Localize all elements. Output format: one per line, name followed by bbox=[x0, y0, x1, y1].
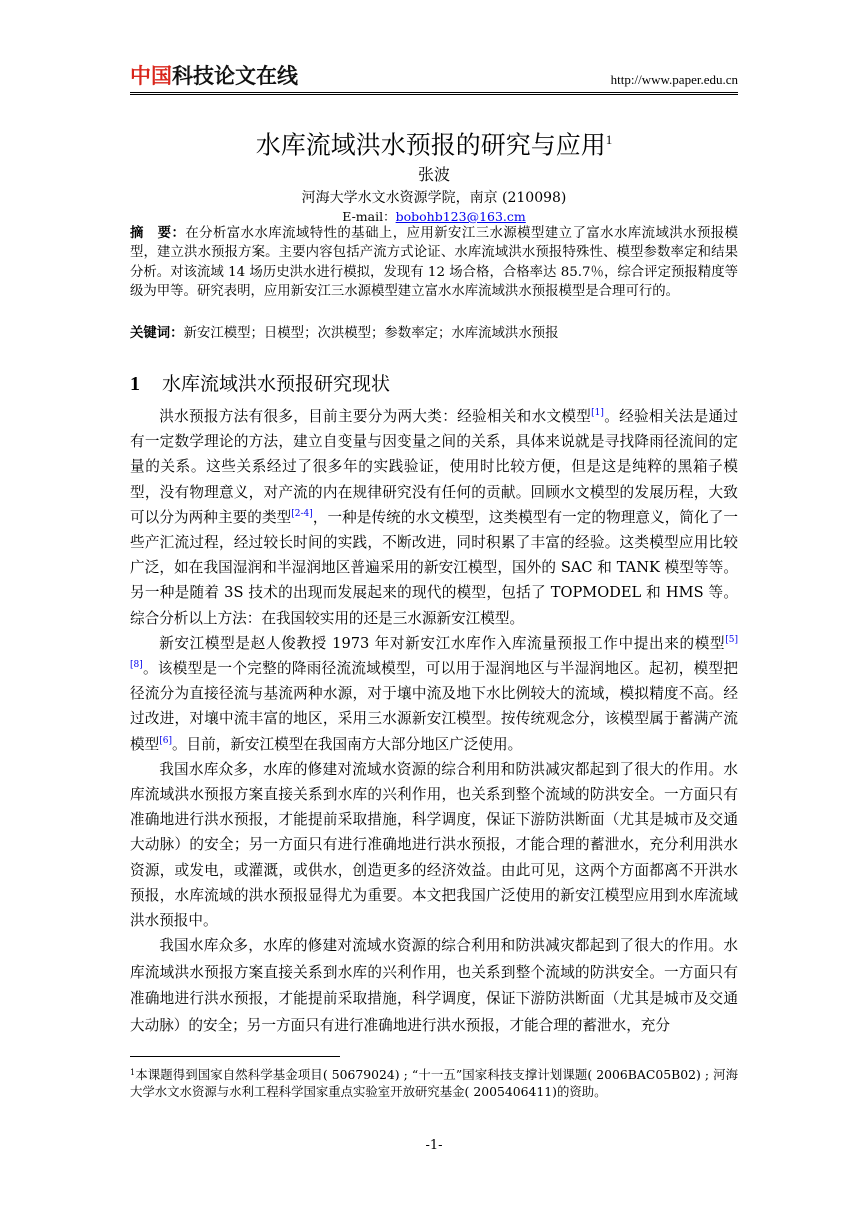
email-link[interactable]: bobohb123@163.cm bbox=[395, 209, 526, 224]
header-rule-secondary bbox=[130, 94, 738, 95]
citation-link[interactable]: [2-4] bbox=[291, 508, 313, 519]
keywords bbox=[130, 324, 738, 343]
title-text: 水库流域洪水预报的研究与应用 bbox=[255, 130, 606, 160]
paper-title bbox=[0, 122, 868, 163]
footnote-mark: 1 bbox=[130, 1068, 136, 1077]
body-text bbox=[130, 404, 738, 1040]
paragraph bbox=[130, 404, 738, 631]
header-url[interactable]: http://www.paper.edu.cn bbox=[610, 72, 738, 87]
paragraph-text: 。该模型是一个完整的降雨径流流域模型，可以用于湿润地区与半湿润地区。起初，模型把径流分为直接径流与基流两种水源，对于壤中流及地下水比例较大的流域，模拟精度不高。经过改进，对壤中流丰富的地区，采用三水源新安江模型。按传统观念分，该模型属于蓄满产流模型 bbox=[130, 660, 738, 753]
footnote-text: 本课题得到国家自然科学基金项目( 50679024) ; “十一五”国家科技支撑计划课题( 2006BAC05B02) ; 河海大学水文水资源与水利工程科学国家重点实验室开放研究基金( 2005406411)的资助。 bbox=[130, 1067, 738, 1099]
paragraph-text: ，一种是传统的水文模型，这类模型有一定的物理意义，简化了一些产汇流过程，经过较长时间的实践，不断改进，同时积累了丰富的经验。这类模型应用比较广泛，如在我国湿润和半湿润地区普遍采用的新安江模型，国外的 SAC 和 TANK 模型等等。另一种是随着 3S 技术的出现而发展起来的现代的模型，包括了 TOPMODEL 和 HMS 等。综合分析以上方法：在我国较实用的还是三水源新安江模型。 bbox=[130, 508, 738, 627]
paragraph: 我国水库众多，水库的修建对流域水资源的综合利用和防洪减灾都起到了很大的作用。水库流域洪水预报方案直接关系到水库的兴利作用，也关系到整个流域的防洪安全。一方面只有准确地进行洪水预报，才能提前采取措施，科学调度，保证下游防洪断面（尤其是城市及交通大动脉）的安全；另一方面只有进行准确地进行洪水预报，才能合理的蓄泄水，充分利用洪水资源，或发电，或灌溉，或供水，创造更多的经济效益。由此可见，这两个方面都离不开洪水预报，水库流域的洪水预报显得尤为重要。本文把我国广泛使用的新安江模型应用到水库流域洪水预报中。 bbox=[130, 760, 738, 930]
page-header bbox=[130, 62, 738, 92]
paragraph bbox=[130, 631, 738, 757]
citation-link[interactable]: [5][8] bbox=[130, 634, 738, 671]
footnote bbox=[130, 1066, 738, 1100]
logo-black-text: 科技论文在线 bbox=[172, 64, 298, 88]
author-affiliation: 河海大学水文水资源学院，南京 (210098) bbox=[301, 190, 567, 206]
section-heading bbox=[130, 370, 738, 398]
abstract-text: 在分析富水水库流域特性的基础上，应用新安江三水源模型建立了富水水库流域洪水预报模型，建立洪水预报方案。主要内容包括产流方式论证、水库流域洪水预报特殊性、模型参数率定和结果分析。对该流域 14 场历史洪水进行模拟，发现有 12 场合格，合格率达 85.7％，综合评定预报精度等级为甲等。研究表明，应用新安江三水源模型建立富水水库流域洪水预报模型是合理可行的。 bbox=[130, 226, 738, 300]
email-label: E-mail： bbox=[342, 209, 396, 224]
citation-link[interactable]: [1] bbox=[591, 408, 604, 418]
section-title: 水库流域洪水预报研究现状 bbox=[162, 373, 391, 395]
header-rule bbox=[130, 92, 738, 93]
abstract bbox=[130, 224, 738, 302]
abstract-label: 摘 要： bbox=[130, 226, 186, 241]
logo-red-text: 中国 bbox=[130, 64, 172, 88]
journal-logo bbox=[130, 62, 298, 90]
citation-link[interactable]: [6] bbox=[159, 735, 172, 746]
keywords-text: 新安江模型；日模型；次洪模型；参数率定；水库流域洪水预报 bbox=[183, 326, 559, 341]
section-number: 1 bbox=[130, 373, 140, 395]
keywords-label: 关键词： bbox=[130, 326, 184, 341]
author-name: 张波 bbox=[417, 165, 450, 184]
paragraph-text: 洪水预报方法有很多，目前主要分为两大类：经验相关和水文模型 bbox=[159, 408, 592, 425]
footnote-rule bbox=[130, 1056, 340, 1057]
paragraph-text: 。目前，新安江模型在我国南方大部分地区广泛使用。 bbox=[171, 735, 523, 753]
paragraph-text: 。经验相关法是通过有一定数学理论的方法，建立自变量与因变量之间的关系，具体来说就是寻找降雨径流间的定量的关系。这些关系经过了很多年的实践验证，使用时比较方便，但是这是纯粹的黑箱子模型，没有物理意义，对产流的内在规律研究没有任何的贡献。回顾水文模型的发展历程，大致可以分为两种主要的类型 bbox=[130, 408, 738, 526]
page-number: -1- bbox=[425, 1138, 443, 1153]
title-footnote-mark: 1 bbox=[605, 132, 613, 147]
paragraph: 我国水库众多，水库的修建对流域水资源的综合利用和防洪减灾都起到了很大的作用。水库流域洪水预报方案直接关系到水库的兴利作用，也关系到整个流域的防洪安全。一方面只有准确地进行洪水预报，才能提前采取措施，科学调度，保证下游防洪断面（尤其是城市及交通大动脉）的安全；另一方面只有进行准确地进行洪水预报，才能合理的蓄泄水，充分 bbox=[130, 937, 738, 1035]
paragraph-text: 新安江模型是赵人俊教授 1973 年对新安江水库作入库流量预报工作中提出来的模型 bbox=[159, 634, 726, 652]
